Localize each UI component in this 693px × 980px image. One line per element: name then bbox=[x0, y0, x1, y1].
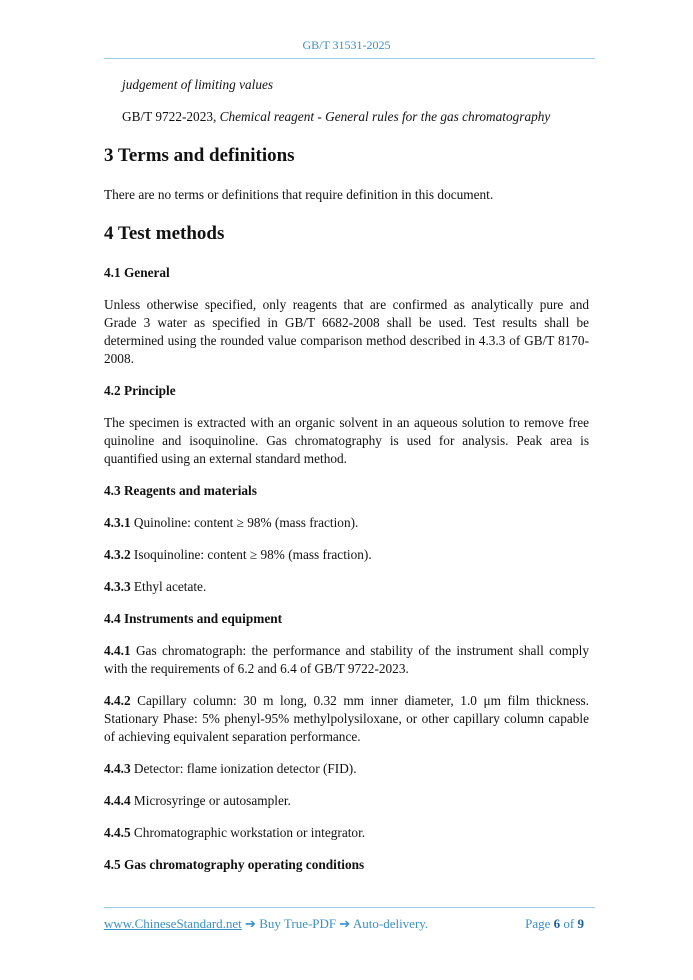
item-text: Microsyringe or autosampler. bbox=[133, 793, 291, 808]
arrow-icon: ➔ bbox=[245, 916, 256, 931]
section-3-body: There are no terms or definitions that require definition in this document. bbox=[104, 187, 494, 202]
ref-continuation: judgement of limiting values bbox=[122, 77, 274, 92]
item-4-4-1 bbox=[104, 642, 589, 678]
item-text: Isoquinoline: content ≥ 98% (mass fraction). bbox=[133, 547, 372, 562]
section-4-4-heading: 4.4 Instruments and equipment bbox=[104, 611, 283, 626]
auto-delivery-text: Auto-delivery. bbox=[352, 916, 429, 931]
header-divider bbox=[104, 58, 595, 59]
ref-code: GB/T 9722-2023, bbox=[122, 109, 217, 124]
page-total: 9 bbox=[577, 916, 584, 931]
item-number: 4.3.3 bbox=[104, 579, 131, 594]
ref-gbt-9722 bbox=[104, 108, 589, 126]
item-4-4-3 bbox=[104, 760, 589, 778]
section-4-1-heading: 4.1 General bbox=[104, 265, 170, 280]
item-4-3-3 bbox=[104, 578, 589, 596]
ref-title: Chemical reagent - General rules for the gas chromatography bbox=[219, 109, 551, 124]
page-indicator bbox=[525, 916, 584, 932]
item-4-4-2 bbox=[104, 692, 589, 746]
item-text: Gas chromatograph: the performance and stability of the instrument shall comply with the requirements of 6.2 and 6.4 of GB/T 9722-2023. bbox=[104, 643, 590, 676]
section-4-3-heading: 4.3 Reagents and materials bbox=[104, 483, 257, 498]
section-4-1-body: Unless otherwise specified, only reagents that are confirmed as analytically pure and Grade 3 water as specified in GB/T 6682-2008 shall be used. Test results shall be determined using the rounded value comparison method described in 4.3.3 of GB/T 8170-2008. bbox=[104, 297, 589, 366]
section-4-2-heading: 4.2 Principle bbox=[104, 383, 176, 398]
item-number: 4.4.5 bbox=[104, 825, 131, 840]
item-text: Detector: flame ionization detector (FID). bbox=[133, 761, 357, 776]
page-number: 6 bbox=[553, 916, 561, 931]
page-header: GB/T 31531-2025 bbox=[302, 38, 391, 52]
of-label: of bbox=[563, 916, 575, 931]
item-number: 4.4.4 bbox=[104, 793, 131, 808]
section-4-5-heading: 4.5 Gas chromatography operating conditions bbox=[104, 857, 365, 872]
item-text: Capillary column: 30 m long, 0.32 mm inner diameter, 1.0 μm film thickness. Stationary Phase: 5% phenyl-95% methylpolysiloxane, or other capillary column capable of achieving equivalent separation performance. bbox=[104, 693, 589, 744]
item-number: 4.4.3 bbox=[104, 761, 131, 776]
item-text: Ethyl acetate. bbox=[133, 579, 207, 594]
arrow-icon: ➔ bbox=[339, 916, 351, 931]
footer-divider bbox=[104, 907, 595, 908]
buy-pdf-link[interactable]: Buy True-PDF bbox=[259, 916, 337, 931]
site-link[interactable]: www.ChineseStandard.net bbox=[104, 916, 242, 931]
item-number: 4.4.1 bbox=[104, 643, 131, 658]
item-4-4-4 bbox=[104, 792, 589, 810]
section-4-2-body: The specimen is extracted with an organic solvent in an aqueous solution to remove free quinoline and isoquinoline. Gas chromatography is used for analysis. Peak area is quantified using an external standard method. bbox=[104, 415, 589, 466]
section-4-heading: 4 Test methods bbox=[104, 223, 225, 244]
document-body bbox=[104, 76, 589, 874]
page-footer bbox=[104, 916, 584, 932]
item-number: 4.3.2 bbox=[104, 547, 131, 562]
item-4-4-5 bbox=[104, 824, 589, 842]
item-text: Chromatographic workstation or integrator. bbox=[133, 825, 366, 840]
item-number: 4.4.2 bbox=[104, 693, 131, 708]
item-text: Quinoline: content ≥ 98% (mass fraction). bbox=[133, 515, 359, 530]
item-number: 4.3.1 bbox=[104, 515, 131, 530]
page-label: Page bbox=[525, 916, 551, 931]
item-4-3-1 bbox=[104, 514, 589, 532]
section-3-heading: 3 Terms and definitions bbox=[104, 145, 295, 166]
item-4-3-2 bbox=[104, 546, 589, 564]
